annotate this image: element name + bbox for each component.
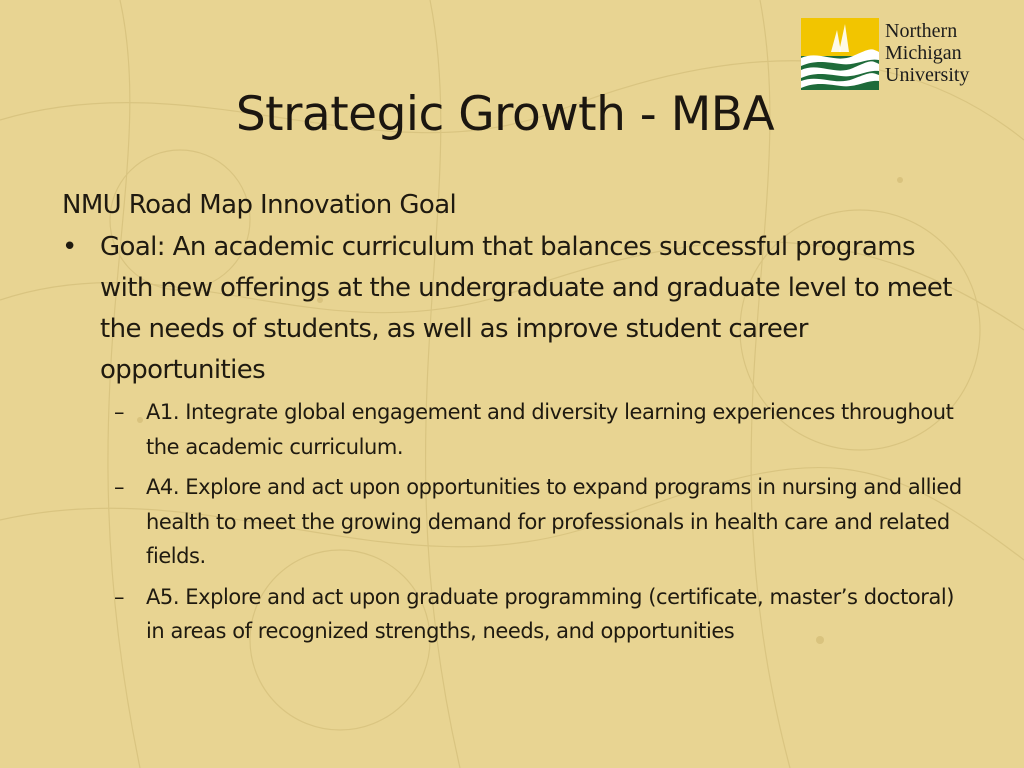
slide-title: Strategic Growth - MBA: [235, 87, 775, 142]
logo-line-2: Michigan: [885, 42, 962, 64]
logo-line-3: University: [885, 64, 970, 86]
sub-item-text: A1. Integrate global engagement and diversity learning experiences throughout the academic curriculum.: [146, 400, 954, 459]
sub-item-a5: [114, 580, 967, 649]
dash-icon: –: [114, 475, 125, 499]
slide-content: [62, 187, 967, 655]
nmu-logo-text: [885, 20, 1001, 86]
sub-item-text: A5. Explore and act upon graduate programming (certificate, master’s doctoral) in areas of recognized strengths, needs, and opportunities: [146, 584, 955, 643]
dash-icon: –: [114, 584, 125, 609]
nmu-wave-logo-icon: [801, 18, 879, 90]
bullet-icon: •: [62, 232, 77, 262]
section-heading: NMU Road Map Innovation Goal: [62, 190, 457, 220]
logo-line-1: Northern: [885, 20, 958, 42]
nmu-logo: [801, 18, 1001, 92]
sub-item-list: [62, 395, 967, 649]
goal-bullet-item: [62, 227, 967, 391]
sub-item-text: A4. Explore and act upon opportunities to expand programs in nursing and allied health to meet the growing demand for professionals in health care and related fields.: [146, 475, 962, 568]
sub-item-a4: [114, 470, 967, 574]
sub-item-a1: [114, 395, 967, 464]
goal-text: Goal: An academic curriculum that balances successful programs with new offerings at the undergraduate and graduate level to meet the needs of students, as well as improve student career opportunities: [100, 232, 952, 385]
dash-icon: –: [114, 400, 125, 424]
